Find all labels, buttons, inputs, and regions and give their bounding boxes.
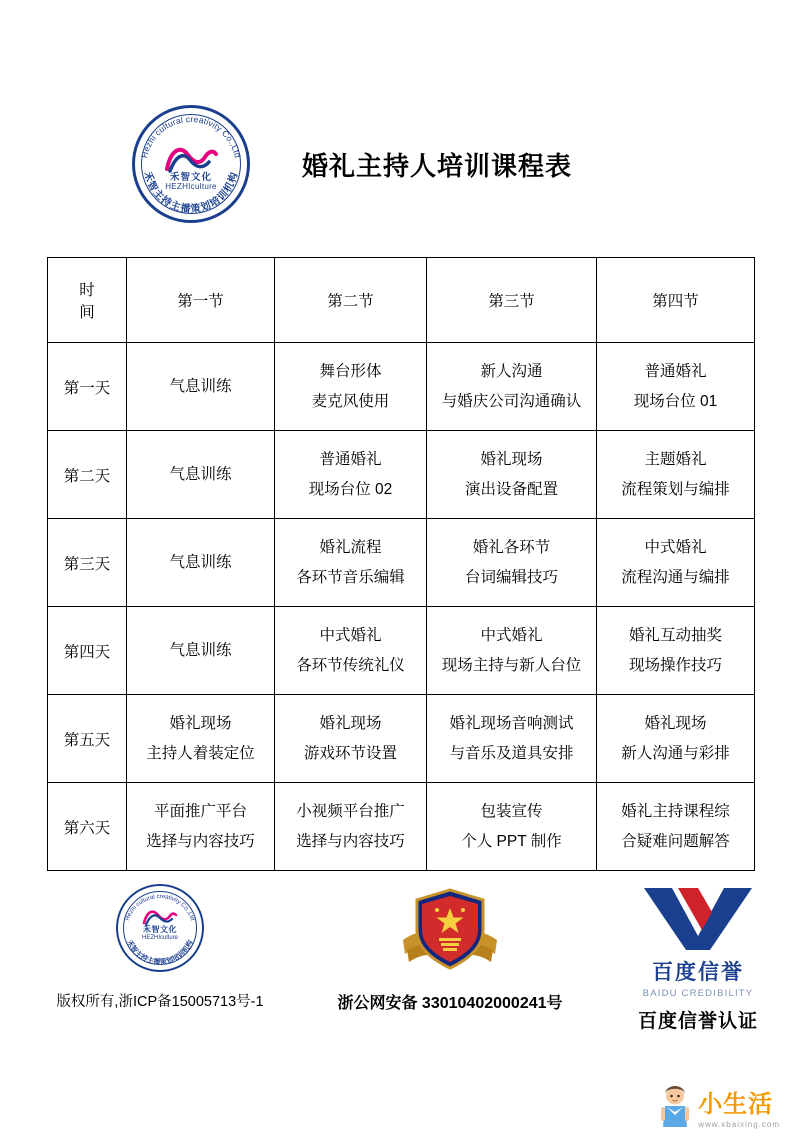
cell-line: 流程沟通与编排 xyxy=(621,568,730,586)
column-header-period-4: 第四节 xyxy=(597,258,755,343)
table-cell xyxy=(597,607,755,695)
table-cell xyxy=(127,607,275,695)
document-header xyxy=(0,104,800,224)
table-cell xyxy=(427,519,597,607)
row-day-label: 第三天 xyxy=(48,519,127,607)
table-cell xyxy=(275,607,427,695)
cell-line: 游戏环节设置 xyxy=(303,744,397,762)
table-cell xyxy=(597,519,755,607)
svg-text:禾智主持主播策划培训机构 xyxy=(125,939,194,967)
footer-company-seal-icon xyxy=(116,884,204,972)
table-cell xyxy=(597,695,755,783)
cell-line: 普通婚礼 xyxy=(319,451,382,469)
cell-line: 新人沟通 xyxy=(480,363,543,381)
cell-line: 各环节传统礼仪 xyxy=(296,656,405,674)
cell-line: 普通婚礼 xyxy=(644,363,707,381)
footer-seal-arc-top-label: Hezhi cultural creativity Co.,Ltd xyxy=(124,893,196,922)
cell-line: 气息训练 xyxy=(169,553,232,571)
table-row xyxy=(48,343,755,431)
row-day-label: 第五天 xyxy=(48,695,127,783)
column-header-time: 时 间 xyxy=(48,258,127,343)
table-cell xyxy=(427,695,597,783)
schedule-table-container xyxy=(47,257,754,871)
table-header xyxy=(48,258,755,343)
site-watermark xyxy=(658,1085,780,1129)
document-footer xyxy=(0,884,800,1064)
seal-arc-bottom-label: 禾智主持主播策划培训机构 xyxy=(141,170,241,216)
seal-company-en: HEZHIculture xyxy=(165,182,217,191)
table-cell xyxy=(127,519,275,607)
cell-line: 婚礼现场 xyxy=(169,715,232,733)
cell-line: 小视频平台推广 xyxy=(296,803,405,821)
cell-line: 婚礼互动抽奖 xyxy=(628,627,722,645)
cell-line: 舞台形体 xyxy=(319,363,382,381)
row-day-label: 第一天 xyxy=(48,343,127,431)
table-cell xyxy=(275,343,427,431)
cell-line: 麦克风使用 xyxy=(311,392,390,410)
baidu-credibility-v-icon xyxy=(638,884,758,954)
cell-line: 婚礼现场音响测试 xyxy=(449,715,574,733)
table-cell xyxy=(275,695,427,783)
baidu-brand-cn: 百度信誉 xyxy=(652,961,744,984)
row-day-label: 第二天 xyxy=(48,431,127,519)
cell-line: 婚礼主持课程综 xyxy=(621,803,730,821)
cell-line: 流程策划与编排 xyxy=(621,480,730,498)
cell-line: 包装宣传 xyxy=(480,803,543,821)
table-cell xyxy=(275,783,427,871)
cell-line: 与婚庆公司沟通确认 xyxy=(441,392,582,410)
table-cell xyxy=(127,343,275,431)
column-header-period-3: 第三节 xyxy=(427,258,597,343)
table-cell xyxy=(275,431,427,519)
police-beian-emblem-icon xyxy=(397,886,503,974)
cell-line: 现场操作技巧 xyxy=(628,656,722,674)
seal-company-cn: 禾智文化 xyxy=(169,172,212,183)
table-row xyxy=(48,607,755,695)
footer-center-block xyxy=(300,886,600,1013)
cell-line: 与音乐及道具安排 xyxy=(449,744,574,762)
column-header-period-1: 第一节 xyxy=(127,258,275,343)
table-row xyxy=(48,431,755,519)
cell-line: 现场台位 02 xyxy=(308,480,393,498)
seal-arc-top-label: Hezhi cultural creativity Co.,Ltd xyxy=(138,113,244,159)
table-row xyxy=(48,783,755,871)
footer-seal-arc-bottom-label: 禾智主持主播策划培训机构 xyxy=(125,939,195,967)
cell-line: 台词编辑技巧 xyxy=(464,568,558,586)
cell-line: 新人沟通与彩排 xyxy=(621,744,730,762)
police-beian-text[interactable]: 浙公网安备 33010402000241号 xyxy=(337,995,563,1012)
watermark-mascot-icon xyxy=(658,1085,692,1129)
table-header-row xyxy=(48,258,755,343)
cell-line: 气息训练 xyxy=(169,641,232,659)
footer-seal-company-cn: 禾智文化 xyxy=(143,925,177,934)
cell-line: 中式婚礼 xyxy=(644,539,707,557)
company-seal-logo xyxy=(132,105,250,223)
cell-line: 主题婚礼 xyxy=(644,451,707,469)
cell-line: 演出设备配置 xyxy=(464,480,558,498)
cell-line: 气息训练 xyxy=(169,465,232,483)
table-row xyxy=(48,695,755,783)
cell-line: 合疑难问题解答 xyxy=(621,832,730,850)
table-body xyxy=(48,343,755,871)
baidu-brand-en: BAIDU CREDIBILITY xyxy=(642,988,754,999)
cell-line: 选择与内容技巧 xyxy=(146,832,255,850)
cell-line: 现场台位 01 xyxy=(633,392,718,410)
footer-seal-company-en: HEZHIculture xyxy=(141,935,178,941)
cell-line: 现场主持与新人台位 xyxy=(441,656,582,674)
baidu-certify-label[interactable]: 百度信誉认证 xyxy=(637,1011,758,1032)
footer-left-block xyxy=(30,884,290,1011)
cell-line: 婚礼现场 xyxy=(480,451,543,469)
table-cell xyxy=(127,695,275,783)
table-cell xyxy=(127,431,275,519)
table-cell xyxy=(127,783,275,871)
table-row xyxy=(48,519,755,607)
table-cell xyxy=(597,431,755,519)
cell-line: 选择与内容技巧 xyxy=(296,832,405,850)
table-cell xyxy=(597,343,755,431)
table-cell xyxy=(597,783,755,871)
copyright-icp-text[interactable]: 版权所有,浙ICP备15005713号-1 xyxy=(56,994,264,1010)
watermark-url: www.xbaixing.com xyxy=(698,1120,780,1129)
cell-line: 个人 PPT 制作 xyxy=(461,832,562,850)
cell-line: 中式婚礼 xyxy=(480,627,543,645)
row-day-label: 第四天 xyxy=(48,607,127,695)
footer-right-block xyxy=(598,884,798,1033)
schedule-table xyxy=(47,257,755,871)
table-cell xyxy=(275,519,427,607)
cell-line: 中式婚礼 xyxy=(319,627,382,645)
cell-line: 婚礼流程 xyxy=(319,539,382,557)
table-cell xyxy=(427,783,597,871)
cell-line: 气息训练 xyxy=(169,377,232,395)
cell-line: 平面推广平台 xyxy=(153,803,247,821)
table-cell xyxy=(427,431,597,519)
cell-line: 婚礼现场 xyxy=(319,715,382,733)
cell-line: 各环节音乐编辑 xyxy=(296,568,405,586)
watermark-title: 小生活 xyxy=(698,1091,774,1118)
page-title: 婚礼主持人培训课程表 xyxy=(302,150,573,181)
cell-line: 婚礼各环节 xyxy=(472,539,551,557)
column-header-period-2: 第二节 xyxy=(275,258,427,343)
table-cell xyxy=(427,607,597,695)
table-cell xyxy=(427,343,597,431)
row-day-label: 第六天 xyxy=(48,783,127,871)
cell-line: 主持人着装定位 xyxy=(146,744,255,762)
cell-line: 婚礼现场 xyxy=(644,715,707,733)
